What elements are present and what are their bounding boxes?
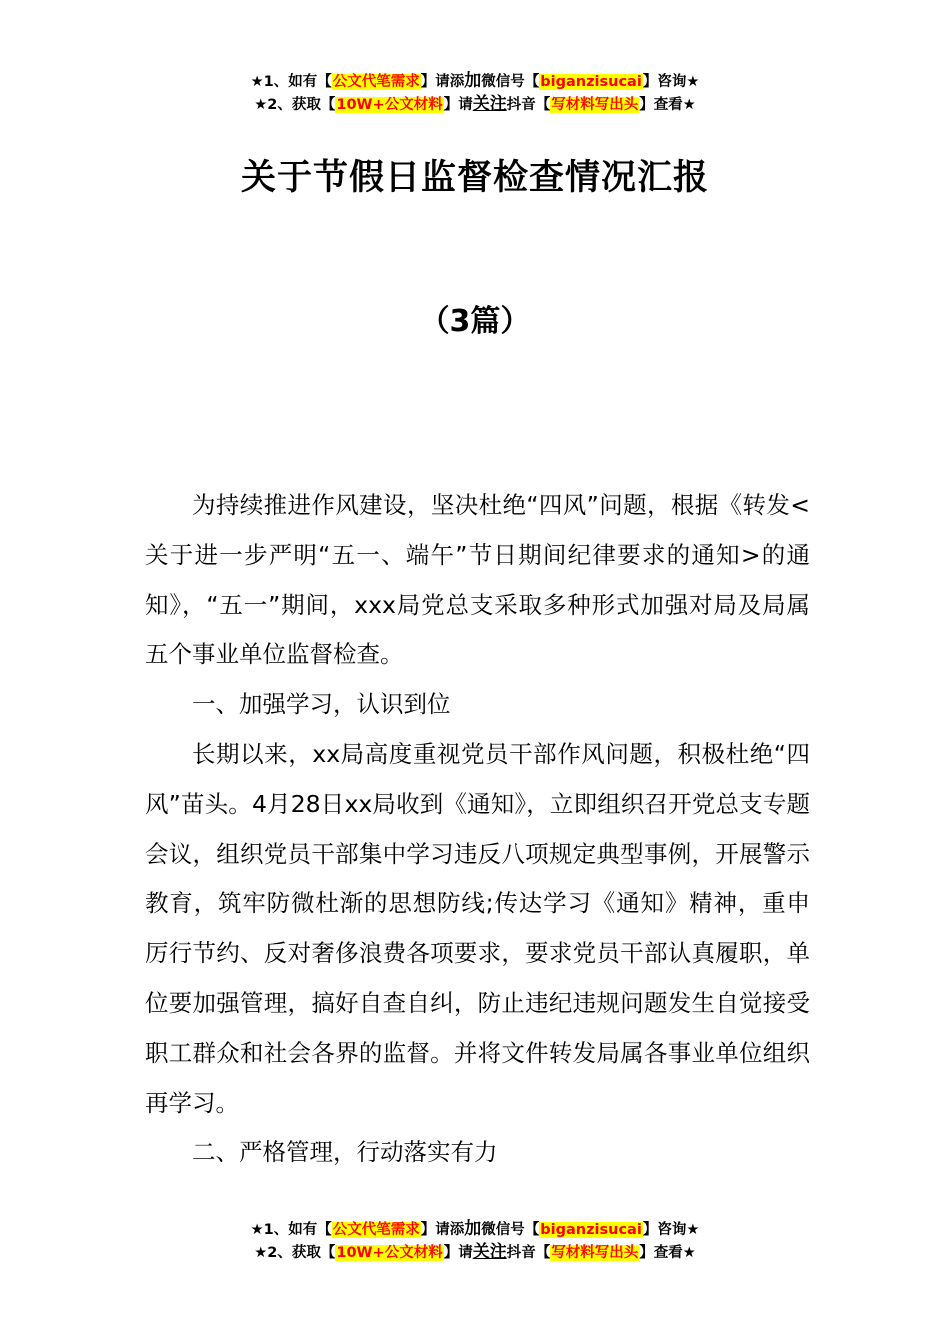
banner-text: 微信号【 <box>481 1222 540 1238</box>
paragraph-intro: 为持续推进作风建设，坚决杜绝“四风”问题，根据《转发<关于进一步严明“五一、端午”节日期间纪律要求的通知>的通知》，“五一”期间，xxx局党总支采取多种形式加强对局及局属五个事业单位监督检查。 <box>145 491 810 669</box>
banner-text: ★1、如有【 <box>250 74 332 90</box>
paragraph-section-1: 长期以来，xx局高度重视党员干部作风问题，积极杜绝“四风”苗头。4月28日xx局收到《通知》，立即组织召开党总支专题会议，组织党员干部集中学习违反八项规定典型事例，开展警示教育，筑牢防微杜渐的思想防线;传达学习《通知》精神，重申厉行节约、反对奢侈浪费各项要求，要求党员干部认真履职，单位要加强管理，搞好自查自纠，防止违纪违规问题发生自觉接受职工群众和社会各界的监督。并将文件转发局属各事业单位组织再学习。 <box>145 739 810 1117</box>
banner-text: 】咨询★ <box>642 74 700 90</box>
footer-banner <box>0 1218 950 1264</box>
banner-text: 】请添 <box>420 1222 465 1238</box>
document-subtitle: （3篇） <box>419 304 531 339</box>
section-heading-2: 二、严格管理，行动落实有力 <box>192 1138 498 1167</box>
banner-text: 】请 <box>443 1245 473 1261</box>
header-banner <box>0 70 950 116</box>
banner-text: 】咨询★ <box>642 1222 700 1238</box>
banner-text: 抖音【 <box>506 1245 551 1261</box>
banner-emphasis: 关注 <box>472 1242 507 1262</box>
banner-text: 】查看★ <box>639 97 696 113</box>
highlight-materials: 10W+公文材料 <box>336 1245 443 1261</box>
banner-line-2 <box>0 1241 950 1264</box>
banner-text: ★2、获取【 <box>254 97 336 113</box>
highlight-service: 公文代笔需求 <box>332 74 420 90</box>
banner-text: ★2、获取【 <box>254 1245 336 1261</box>
banner-text: 抖音【 <box>506 97 551 113</box>
highlight-wechat-id: biganzisucai <box>540 1222 642 1238</box>
banner-text: 微信号【 <box>481 74 540 90</box>
highlight-service: 公文代笔需求 <box>332 1222 420 1238</box>
banner-text: 】查看★ <box>639 1245 696 1261</box>
banner-line-1 <box>0 1218 950 1241</box>
highlight-materials: 10W+公文材料 <box>336 97 443 113</box>
banner-emphasis: 加 <box>464 1219 482 1239</box>
document-title: 关于节假日监督检查情况汇报 <box>240 158 709 198</box>
banner-line-1 <box>0 70 950 93</box>
banner-emphasis: 关注 <box>472 94 507 114</box>
highlight-wechat-id: biganzisucai <box>540 74 642 90</box>
banner-emphasis: 加 <box>464 71 482 91</box>
banner-text: 】请 <box>443 97 473 113</box>
banner-line-2 <box>0 93 950 116</box>
highlight-douyin-account: 写材料写出头 <box>551 97 639 113</box>
document-body <box>145 481 810 1178</box>
banner-text: ★1、如有【 <box>250 1222 332 1238</box>
banner-text: 】请添 <box>420 74 465 90</box>
highlight-douyin-account: 写材料写出头 <box>551 1245 639 1261</box>
section-heading-1: 一、加强学习，认识到位 <box>192 690 451 719</box>
